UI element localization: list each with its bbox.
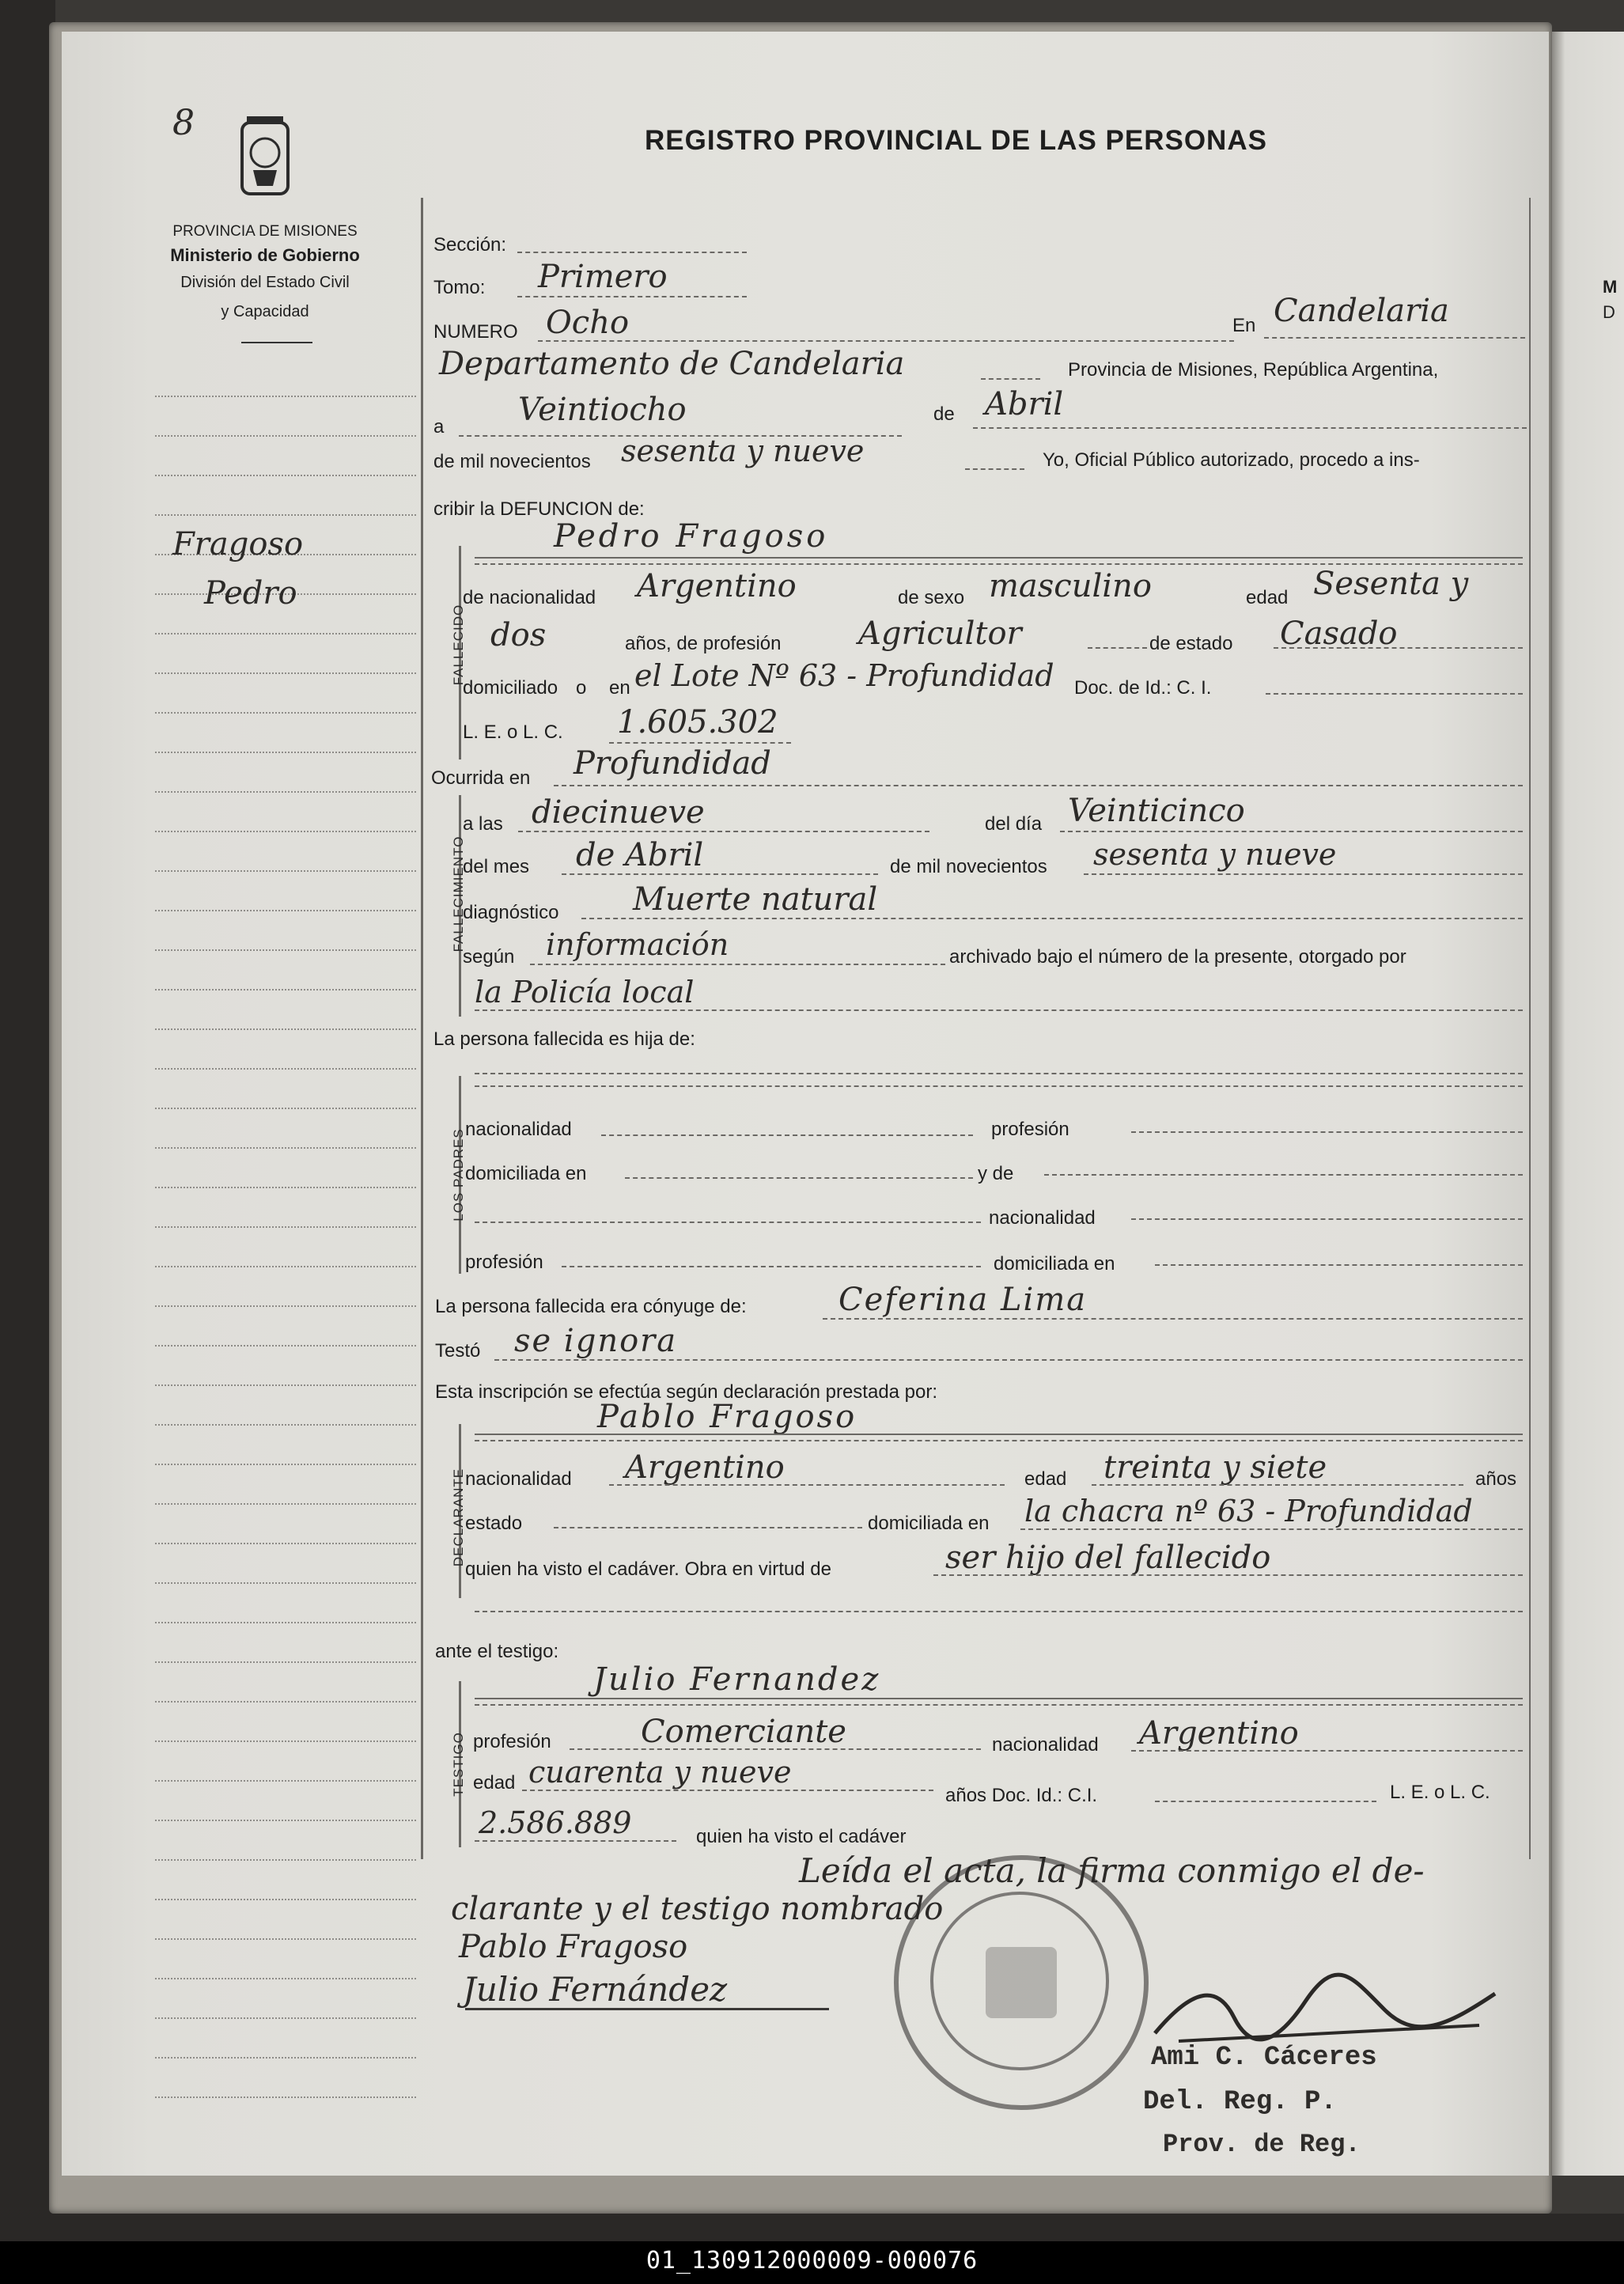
testigo-name: Julio Fernandez bbox=[593, 1661, 881, 1698]
margin-name: Pedro bbox=[204, 575, 297, 612]
sexo-value: masculino bbox=[989, 568, 1152, 604]
domicilio-en-label: en bbox=[609, 677, 630, 699]
del-dia-label: del día bbox=[985, 813, 1043, 835]
doc-label: Doc. de Id.: C. I. bbox=[1074, 677, 1212, 699]
testigo-nacionalidad-label: nacionalidad bbox=[992, 1734, 1099, 1756]
testigo-edad-label: edad bbox=[473, 1772, 516, 1793]
domicilio-value: el Lote Nº 63 - Profundidad bbox=[634, 658, 1054, 693]
declarante-anios-label: años bbox=[1475, 1468, 1517, 1490]
segun-label: según bbox=[463, 946, 515, 968]
closing-line-1: Leída el acta, la firma conmigo el de- bbox=[799, 1851, 1425, 1890]
conyuge-value: Ceferina Lima bbox=[838, 1282, 1088, 1318]
right-border bbox=[1529, 198, 1531, 1859]
diagnostico-label: diagnóstico bbox=[463, 902, 559, 923]
testigo-profesion: Comerciante bbox=[641, 1714, 846, 1750]
fallecido-name: Pedro Fragoso bbox=[554, 518, 829, 555]
ocurrida-label: Ocurrida en bbox=[431, 767, 531, 789]
year-label: de mil novecientos bbox=[433, 451, 591, 472]
seccion-label: Sección: bbox=[433, 234, 507, 256]
inscribir-label: cribir la DEFUNCION de: bbox=[433, 498, 645, 520]
estado-label: de estado bbox=[1149, 633, 1233, 654]
testigo-section-label: TESTIGO bbox=[451, 1732, 466, 1797]
signature-declarante: Pablo Fragoso bbox=[459, 1929, 688, 1965]
fallecimiento-section-label: FALLECIMIENTO bbox=[451, 835, 466, 953]
domicilio-label: domiciliado bbox=[463, 677, 558, 699]
declarante-nacionalidad: Argentino bbox=[625, 1449, 785, 1486]
a-las-label: a las bbox=[463, 813, 503, 835]
province-seal bbox=[237, 115, 293, 210]
signature-underline bbox=[465, 2008, 829, 2010]
anio-value: sesenta y nueve bbox=[1093, 837, 1337, 872]
testigo-visto-label: quien ha visto el cadáver bbox=[696, 1826, 907, 1847]
doc-value: 1.605.302 bbox=[617, 704, 778, 741]
edad-value: Sesenta y bbox=[1313, 566, 1469, 602]
padre-domiciliada-label: domiciliada en bbox=[465, 1163, 587, 1184]
declarante-nacionalidad-label: nacionalidad bbox=[465, 1468, 572, 1490]
declarante-edad-label: edad bbox=[1024, 1468, 1067, 1490]
declarante-section-label: DECLARANTE bbox=[451, 1468, 466, 1567]
a-label: a bbox=[433, 416, 445, 437]
sexo-label: de sexo bbox=[898, 587, 965, 608]
en-value: Candelaria bbox=[1274, 293, 1449, 329]
day-value: Veintiocho bbox=[518, 392, 687, 428]
de-label: de bbox=[933, 403, 955, 425]
testigo-nacionalidad: Argentino bbox=[1139, 1715, 1299, 1752]
division-label: División del Estado Civil bbox=[180, 274, 350, 291]
provincia-label: Provincia de Misiones, República Argentina, bbox=[1068, 359, 1439, 381]
testigo-profesion-label: profesión bbox=[473, 1731, 551, 1752]
official-stamp bbox=[894, 1855, 1149, 2110]
le-label: L. E. o L. C. bbox=[463, 722, 563, 743]
declarante-name: Pablo Fragoso bbox=[597, 1399, 857, 1435]
signature-testigo: Julio Fernández bbox=[463, 1970, 728, 2009]
edad-label: edad bbox=[1246, 587, 1289, 608]
padres-section-label: LOS PADRES bbox=[451, 1128, 466, 1222]
dia-value: Veinticinco bbox=[1068, 793, 1245, 829]
ante-testigo-label: ante el testigo: bbox=[435, 1641, 559, 1662]
diagnostico-value: Muerte natural bbox=[633, 881, 878, 918]
departamento-value: Departamento de Candelaria bbox=[439, 346, 905, 382]
page-number: 8 bbox=[172, 103, 195, 143]
en-label: En bbox=[1232, 315, 1256, 336]
domicilio-o: o bbox=[576, 677, 587, 699]
nacionalidad-label: de nacionalidad bbox=[463, 587, 596, 608]
official-office: Prov. de Reg. bbox=[1163, 2130, 1361, 2159]
declarante-edad: treinta y siete bbox=[1103, 1449, 1327, 1486]
hora-value: diecinueve bbox=[532, 794, 705, 831]
ministry-label: Ministerio de Gobierno bbox=[170, 245, 360, 265]
y-de-label: y de bbox=[978, 1163, 1014, 1184]
declarante-domiciliada-label: domiciliada en bbox=[868, 1513, 990, 1534]
testo-label: Testó bbox=[435, 1340, 481, 1362]
official-name: Ami C. Cáceres bbox=[1151, 2043, 1377, 2073]
madre-nacionalidad-label: nacionalidad bbox=[989, 1207, 1096, 1229]
declarante-estado-label: estado bbox=[465, 1513, 523, 1534]
closing-line-2: clarante y el testigo nombrado bbox=[451, 1891, 944, 1927]
declarante-virtud: ser hijo del fallecido bbox=[945, 1540, 1271, 1576]
conyuge-label: La persona fallecida era cónyuge de: bbox=[435, 1296, 747, 1317]
testigo-edad: cuarenta y nueve bbox=[528, 1755, 792, 1790]
padre-nacionalidad-label: nacionalidad bbox=[465, 1119, 572, 1140]
declarante-visto-label: quien ha visto el cadáver. Obra en virtud de bbox=[465, 1559, 831, 1580]
next-page-edge: M D bbox=[1552, 32, 1624, 2176]
padre-profesion-label: profesión bbox=[991, 1119, 1069, 1140]
main-column-border bbox=[421, 198, 423, 1859]
testigo-anios-doc-label: años Doc. Id.: C.I. bbox=[945, 1785, 1098, 1806]
testigo-le-label: L. E. o L. C. bbox=[1390, 1782, 1490, 1803]
division-label-2: y Capacidad bbox=[221, 303, 309, 320]
edad-value-2: dos bbox=[490, 617, 547, 653]
mil-label: de mil novecientos bbox=[890, 856, 1047, 877]
madre-profesion-label: profesión bbox=[465, 1252, 543, 1273]
anios-profesion-label: años, de profesión bbox=[625, 633, 782, 654]
mes-label: del mes bbox=[463, 856, 530, 877]
testo-value: se ignora bbox=[514, 1323, 678, 1359]
divider bbox=[241, 342, 312, 343]
hija-label: La persona fallecida es hija de: bbox=[433, 1028, 695, 1050]
declaracion-label: Esta inscripción se efectúa según declaración prestada por: bbox=[435, 1381, 938, 1403]
margin-surname: Fragoso bbox=[172, 526, 304, 562]
month-value: Abril bbox=[985, 386, 1064, 422]
otorgado-value: la Policía local bbox=[475, 975, 695, 1009]
declarante-domicilio: la chacra nº 63 - Profundidad bbox=[1024, 1494, 1473, 1528]
tomo-value: Primero bbox=[538, 259, 668, 295]
bottom-strip bbox=[0, 2214, 1624, 2241]
segun-value: información bbox=[546, 927, 729, 962]
testigo-doc-value: 2.586.889 bbox=[479, 1805, 632, 1840]
tomo-label: Tomo: bbox=[433, 277, 486, 298]
madre-domiciliada-label: domiciliada en bbox=[994, 1253, 1115, 1275]
official-label: Yo, Oficial Público autorizado, procedo a ins- bbox=[1043, 449, 1420, 471]
profesion-value: Agricultor bbox=[858, 616, 1022, 652]
ocurrida-value: Profundidad bbox=[574, 745, 771, 782]
province-label: PROVINCIA DE MISIONES bbox=[172, 223, 358, 240]
fallecido-section-label: FALLECIDO bbox=[451, 604, 466, 686]
numero-label: NUMERO bbox=[433, 321, 518, 343]
background-left bbox=[0, 0, 55, 2284]
numero-value: Ocho bbox=[546, 305, 630, 341]
archivado-label: archivado bajo el número de la presente, otorgado por bbox=[949, 946, 1406, 968]
year-value: sesenta y nueve bbox=[621, 434, 865, 468]
image-identifier: 01_130912000009-000076 bbox=[645, 2247, 979, 2275]
estado-value: Casado bbox=[1280, 616, 1398, 652]
page-title: REGISTRO PROVINCIAL DE LAS PERSONAS bbox=[645, 125, 1267, 156]
mes-value: de Abril bbox=[576, 837, 704, 873]
nacionalidad-value: Argentino bbox=[637, 568, 797, 604]
official-title: Del. Reg. P. bbox=[1143, 2087, 1337, 2117]
